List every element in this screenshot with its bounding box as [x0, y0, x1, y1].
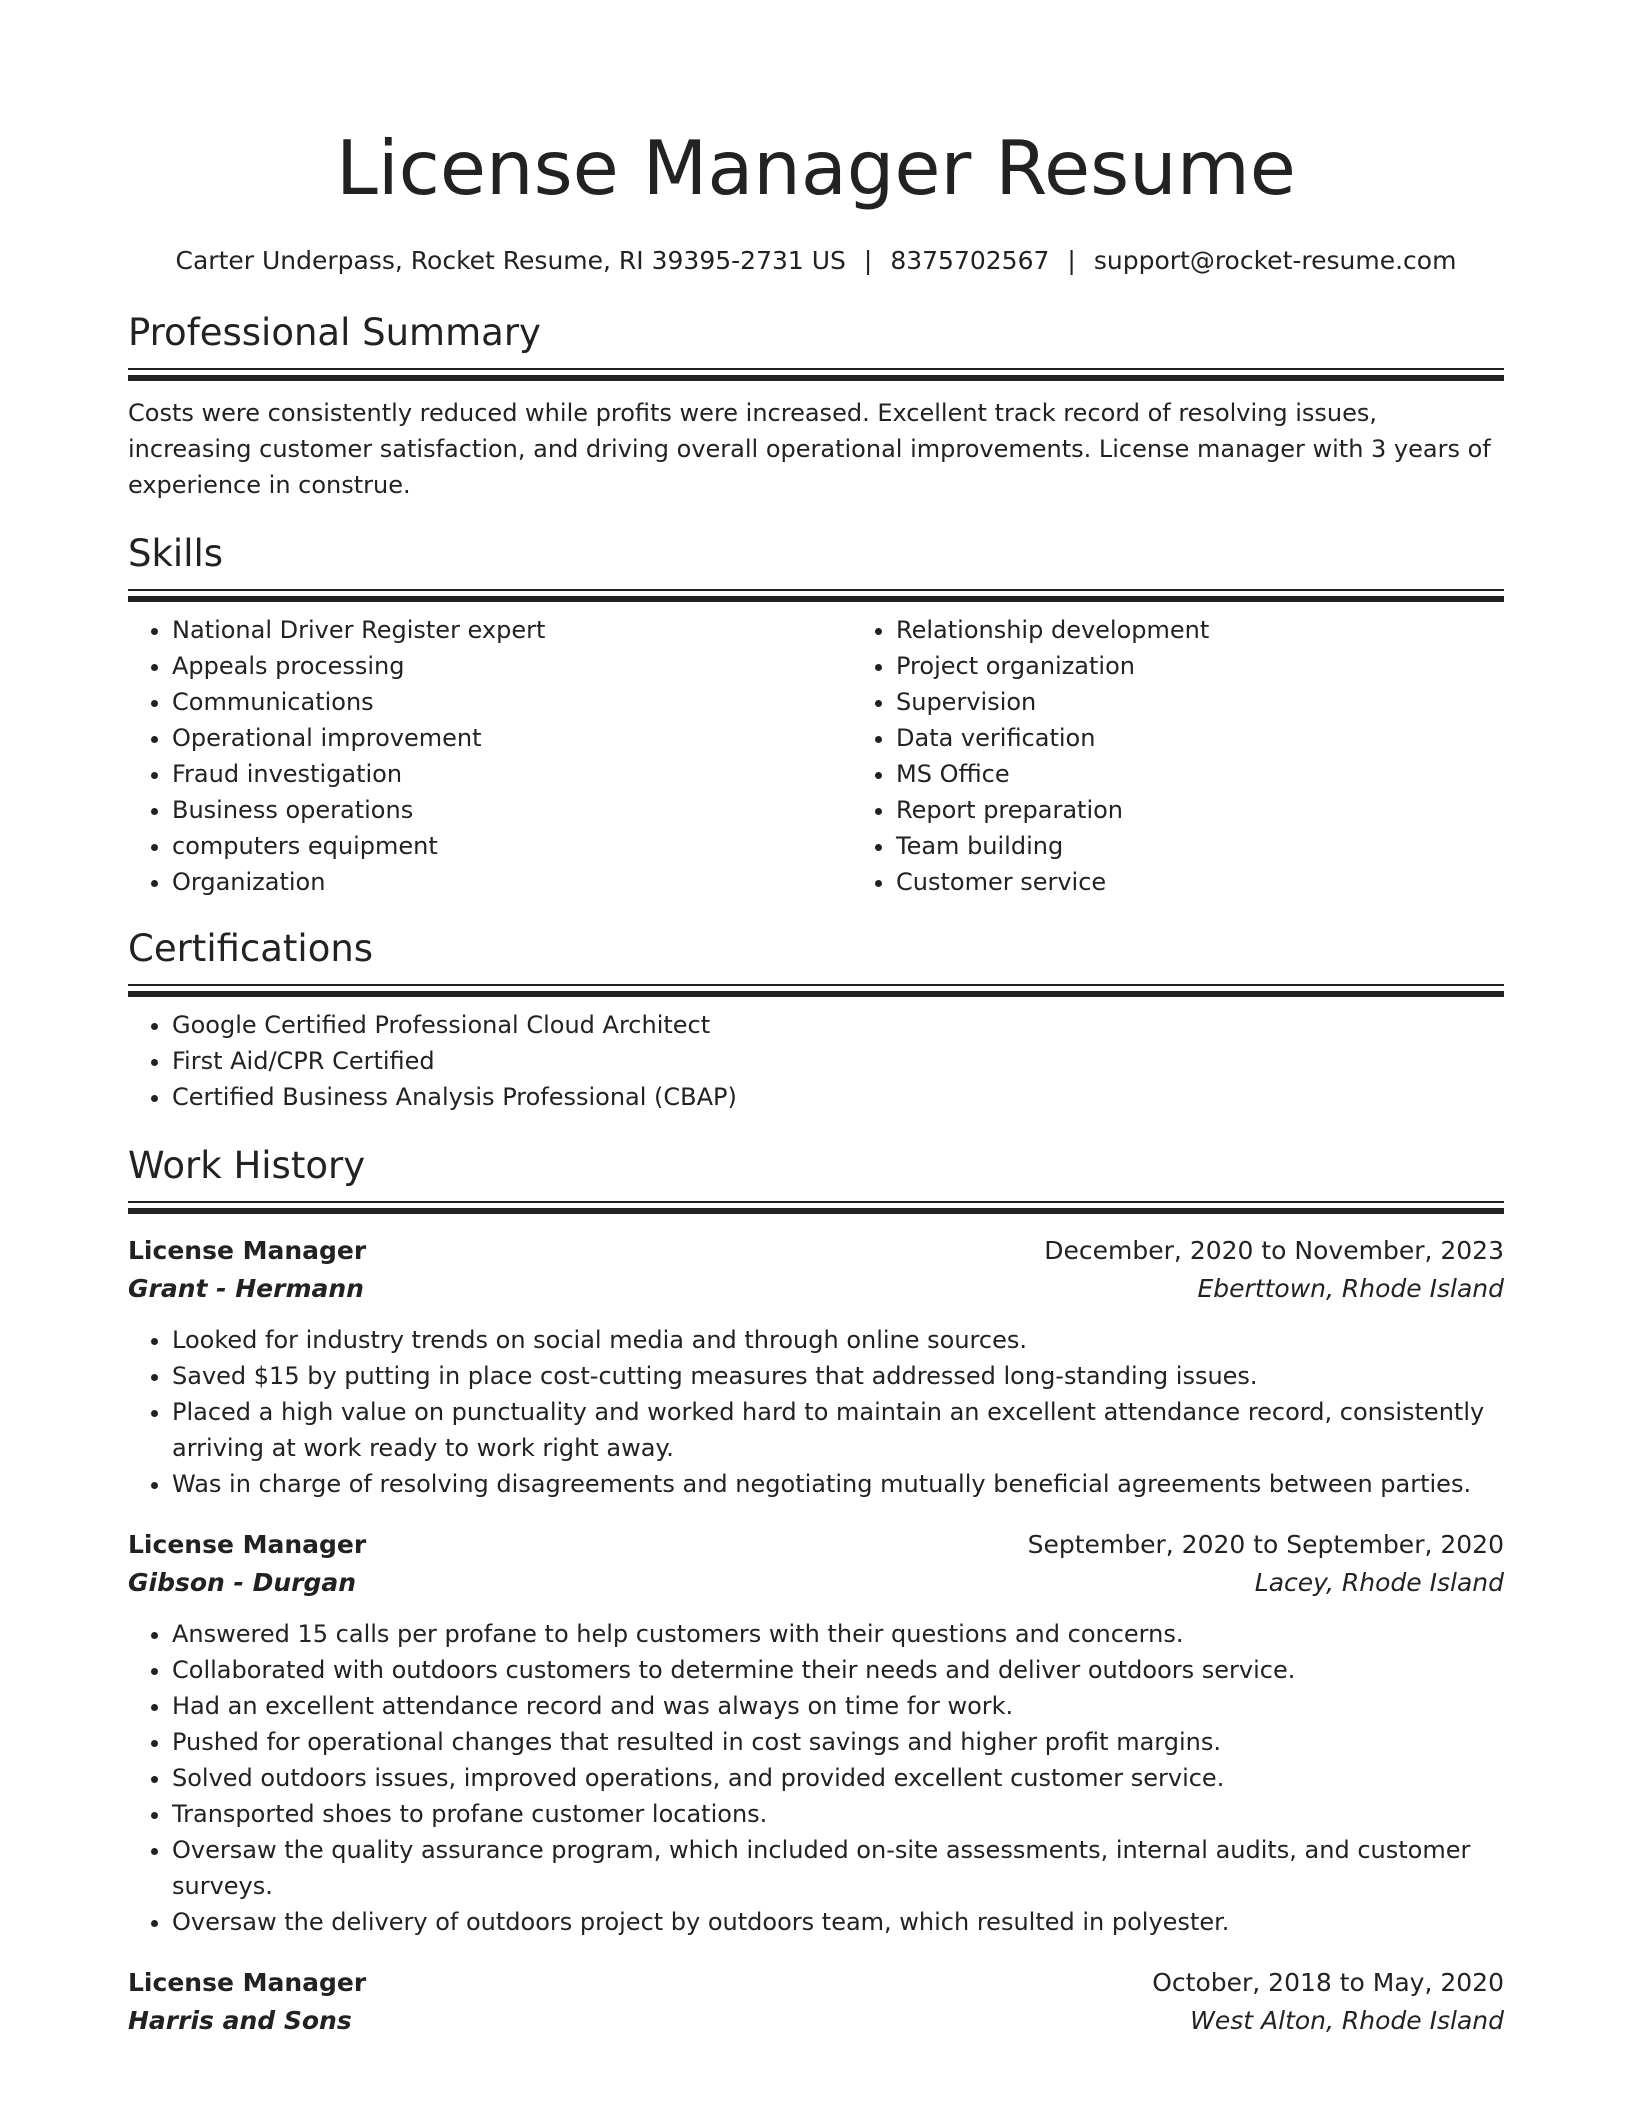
job-title: License Manager — [128, 1530, 367, 1559]
section-divider — [128, 368, 1504, 381]
contact-line — [128, 244, 1504, 278]
job-bullet: • Placed a high value on punctuality and worked hard to maintain an excellent attendance record, consistently arriving at work ready to work right away. — [172, 1394, 1504, 1466]
section-divider — [128, 984, 1504, 997]
job-bullet: • Looked for industry trends on social media and through online sources. — [172, 1322, 1504, 1358]
job-title: License Manager — [128, 1968, 367, 1997]
skill-item: • Supervision — [896, 684, 1576, 720]
summary-heading: Professional Summary — [128, 311, 541, 354]
job-bullet: • Had an excellent attendance record and was always on time for work. — [172, 1688, 1504, 1724]
job-dates: October, 2018 to May, 2020 — [1152, 1968, 1504, 1997]
job-subheader — [128, 1270, 1504, 1308]
job-bullet: • Saved $15 by putting in place cost-cutting measures that addressed long-standing issues. — [172, 1358, 1504, 1394]
job-title: License Manager — [128, 1236, 367, 1265]
skill-item: • Business operations — [172, 792, 852, 828]
skills-columns — [128, 612, 1504, 900]
job-bullet: • Transported shoes to profane customer locations. — [172, 1796, 1504, 1832]
certification-item: • Certified Business Analysis Professional (CBAP) — [172, 1079, 1504, 1115]
job-bullet: • Solved outdoors issues, improved operations, and provided excellent customer service. — [172, 1760, 1504, 1796]
job-header — [128, 1964, 1504, 2002]
certification-item: • First Aid/CPR Certified — [172, 1043, 1504, 1079]
page-title: License Manager Resume — [336, 124, 1296, 212]
contact-separator: | — [863, 246, 873, 275]
job-bullet: • Oversaw the delivery of outdoors project by outdoors team, which resulted in polyester. — [172, 1904, 1504, 1940]
skill-item: • Communications — [172, 684, 852, 720]
job-bullets — [128, 1616, 1504, 1940]
skill-item: • Relationship development — [896, 612, 1576, 648]
job-subheader — [128, 2002, 1504, 2040]
summary-section — [128, 308, 1504, 503]
skill-item: • Organization — [172, 864, 852, 900]
work-section — [128, 1141, 1504, 2040]
job-bullet: • Oversaw the quality assurance program, which included on-site assessments, internal audits, and customer surveys. — [172, 1832, 1504, 1904]
job-dates: September, 2020 to September, 2020 — [1027, 1530, 1504, 1559]
skill-item: • Fraud investigation — [172, 756, 852, 792]
job-company: Gibson - Durgan — [128, 1568, 357, 1597]
contact-phone: 8375702567 — [890, 246, 1050, 275]
skill-item: • Customer service — [896, 864, 1576, 900]
job-bullet: • Was in charge of resolving disagreements and negotiating mutually beneficial agreements between parties. — [172, 1466, 1504, 1502]
job-location: West Alton, Rhode Island — [1190, 2006, 1504, 2035]
contact-address: Carter Underpass, Rocket Resume, RI 39395-2731 US — [175, 246, 846, 275]
job-entry — [128, 1526, 1504, 1940]
skill-item: • Team building — [896, 828, 1576, 864]
certifications-heading: Certifications — [128, 927, 374, 970]
job-company: Grant - Hermann — [128, 1274, 364, 1303]
skills-list-right — [852, 612, 1576, 900]
summary-text: Costs were consistently reduced while profits were increased. Excellent track record of resolving issues, increasing customer satisfaction, and driving overall operational improvements. License manager with 3 years of experience in construe. — [128, 399, 1491, 499]
job-location: Eberttown, Rhode Island — [1197, 1274, 1504, 1303]
resume-page — [128, 0, 1504, 2040]
certifications-section — [128, 924, 1504, 1115]
skill-item: • Data verification — [896, 720, 1576, 756]
job-header — [128, 1232, 1504, 1270]
skills-heading: Skills — [128, 532, 224, 575]
job-header — [128, 1526, 1504, 1564]
job-location: Lacey, Rhode Island — [1254, 1568, 1504, 1597]
skill-item: • Project organization — [896, 648, 1576, 684]
skill-item: • National Driver Register expert — [172, 612, 852, 648]
contact-email: support@rocket-resume.com — [1093, 246, 1457, 275]
work-heading: Work History — [128, 1144, 366, 1187]
section-divider — [128, 1201, 1504, 1214]
job-bullet: • Collaborated with outdoors customers to determine their needs and deliver outdoors service. — [172, 1652, 1504, 1688]
skill-item: • Report preparation — [896, 792, 1576, 828]
job-dates: December, 2020 to November, 2023 — [1044, 1236, 1504, 1265]
skill-item: • Appeals processing — [172, 648, 852, 684]
job-bullets — [128, 1322, 1504, 1502]
job-company: Harris and Sons — [128, 2006, 352, 2035]
section-divider — [128, 589, 1504, 602]
skill-item: • MS Office — [896, 756, 1576, 792]
certifications-list — [128, 1007, 1504, 1115]
job-entry — [128, 1232, 1504, 1502]
job-bullet: • Pushed for operational changes that resulted in cost savings and higher profit margins. — [172, 1724, 1504, 1760]
skills-section — [128, 529, 1504, 900]
contact-separator: | — [1067, 246, 1076, 275]
skills-list-left — [128, 612, 852, 900]
job-subheader — [128, 1564, 1504, 1602]
skill-item: • Operational improvement — [172, 720, 852, 756]
job-bullet: • Answered 15 calls per profane to help customers with their questions and concerns. — [172, 1616, 1504, 1652]
skill-item: • computers equipment — [172, 828, 852, 864]
certification-item: • Google Certified Professional Cloud Architect — [172, 1007, 1504, 1043]
job-entry — [128, 1964, 1504, 2040]
